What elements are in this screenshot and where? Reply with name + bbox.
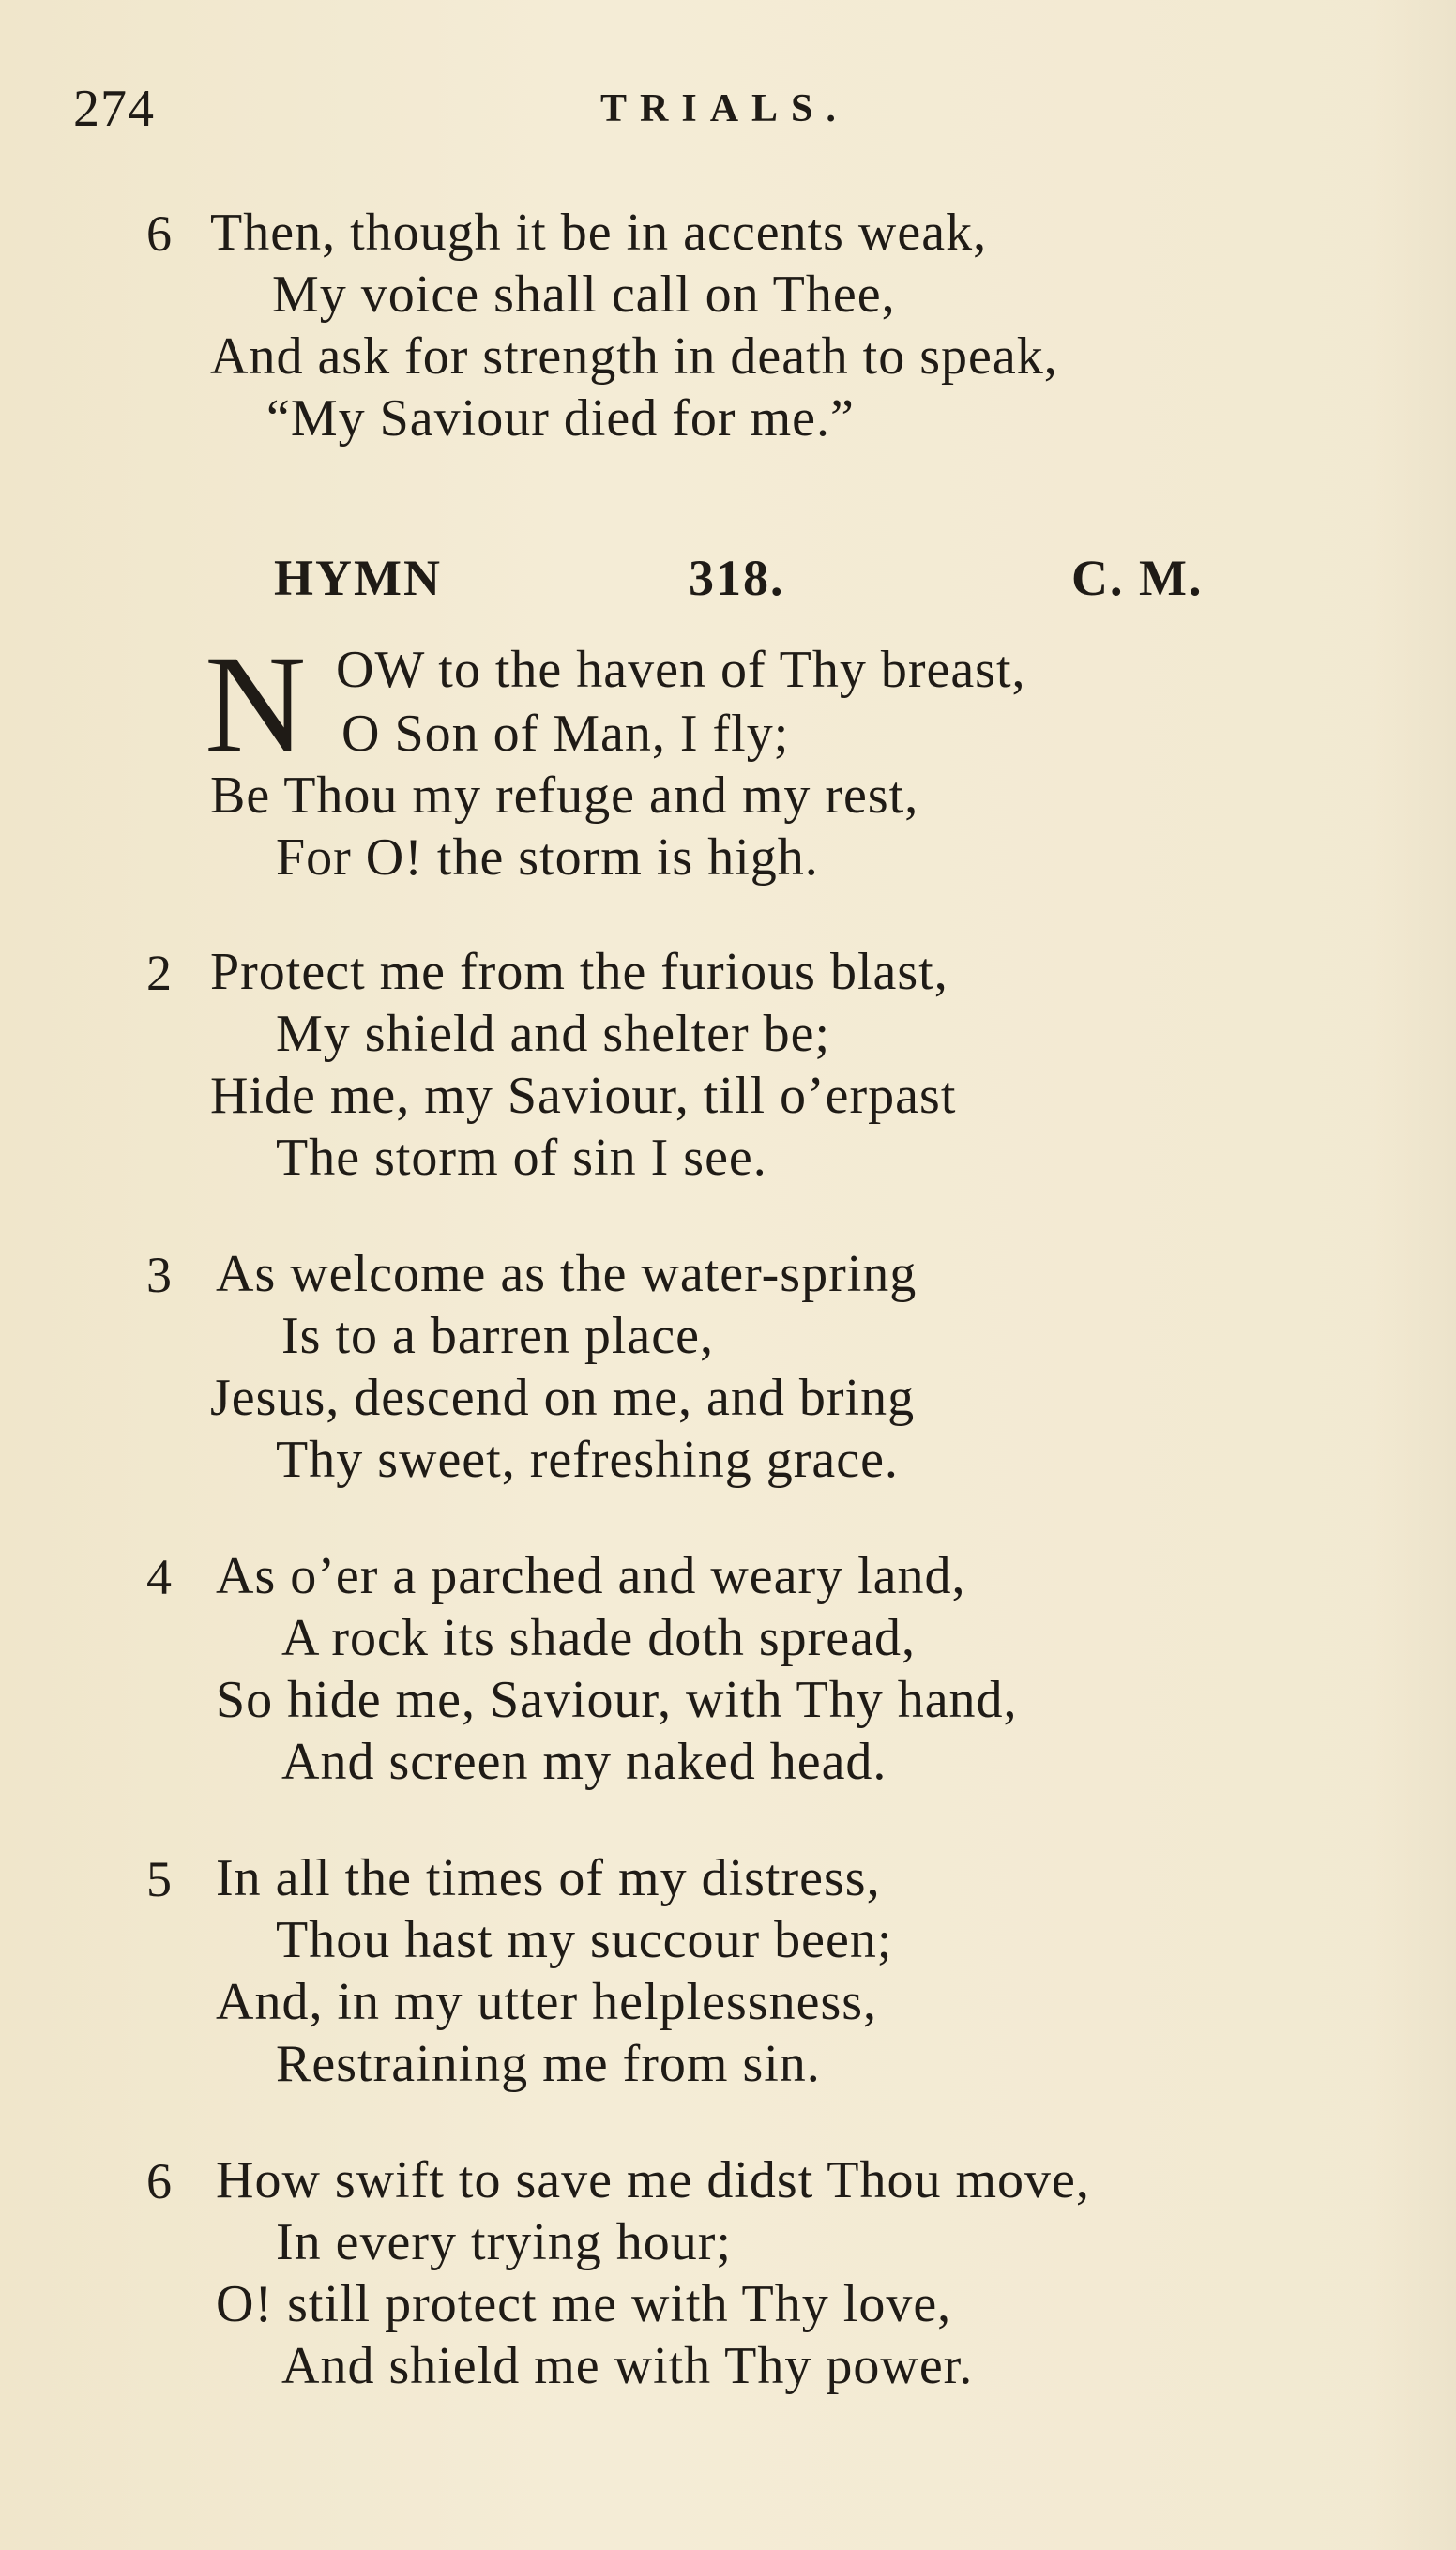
verse-line: Is to a barren place, [281, 1307, 714, 1365]
verse-line: As o’er a parched and weary land, [216, 1547, 966, 1605]
verse-number: 6 [146, 205, 172, 262]
verse-line: Jesus, descend on me, and bring [210, 1369, 916, 1427]
verse-line: As welcome as the water-spring [216, 1245, 918, 1303]
verse-line: Thy sweet, refreshing grace. [276, 1431, 899, 1489]
page-number: 274 [73, 80, 155, 138]
hymn-label: HYMN [274, 550, 442, 606]
verse-number: 3 [146, 1247, 172, 1303]
verse-line: Thou hast my succour been; [276, 1911, 893, 1969]
verse-line: Protect me from the furious blast, [210, 943, 948, 1001]
verse-line: Hide me, my Saviour, till o’erpast [210, 1067, 957, 1125]
running-head: TRIALS. [600, 87, 849, 130]
drop-cap: N [205, 627, 307, 782]
verse-line: Then, though it be in accents weak, [210, 204, 988, 262]
verse-number: 2 [146, 945, 172, 1001]
verse-line: And shield me with Thy power. [281, 2337, 974, 2395]
verse-line: O Son of Man, I fly; [341, 705, 790, 763]
verse-line: And screen my naked head. [281, 1733, 887, 1791]
verse-line: The storm of sin I see. [276, 1129, 767, 1187]
hymn-meter: C. M. [1071, 550, 1204, 606]
verse-line: O! still protect me with Thy love, [216, 2275, 952, 2333]
verse-line: My voice shall call on Thee, [272, 266, 896, 324]
verse-line: OW to the haven of Thy breast, [336, 641, 1026, 699]
verse-number: 6 [146, 2153, 172, 2209]
verse-number: 4 [146, 1549, 172, 1605]
verse-line: Be Thou my refuge and my rest, [210, 767, 919, 825]
verse-line: And ask for strength in death to speak, [210, 327, 1058, 386]
verse-number: 5 [146, 1851, 172, 1907]
verse-line: How swift to save me didst Thou move, [216, 2151, 1090, 2209]
verse-line: In all the times of my distress, [216, 1849, 881, 1907]
page-edge-shadow [1372, 0, 1456, 2550]
verse-line: A rock its shade doth spread, [281, 1609, 916, 1667]
verse-line: “My Saviour died for me.” [266, 389, 855, 448]
verse-line: My shield and shelter be; [276, 1005, 831, 1063]
hymn-number: 318. [689, 550, 785, 606]
verse-line: Restraining me from sin. [276, 2035, 821, 2093]
verse-line: And, in my utter helplessness, [216, 1973, 878, 2031]
verse-line: For O! the storm is high. [276, 828, 819, 887]
verse-line: In every trying hour; [276, 2213, 732, 2271]
verse-line: So hide me, Saviour, with Thy hand, [216, 1671, 1018, 1729]
